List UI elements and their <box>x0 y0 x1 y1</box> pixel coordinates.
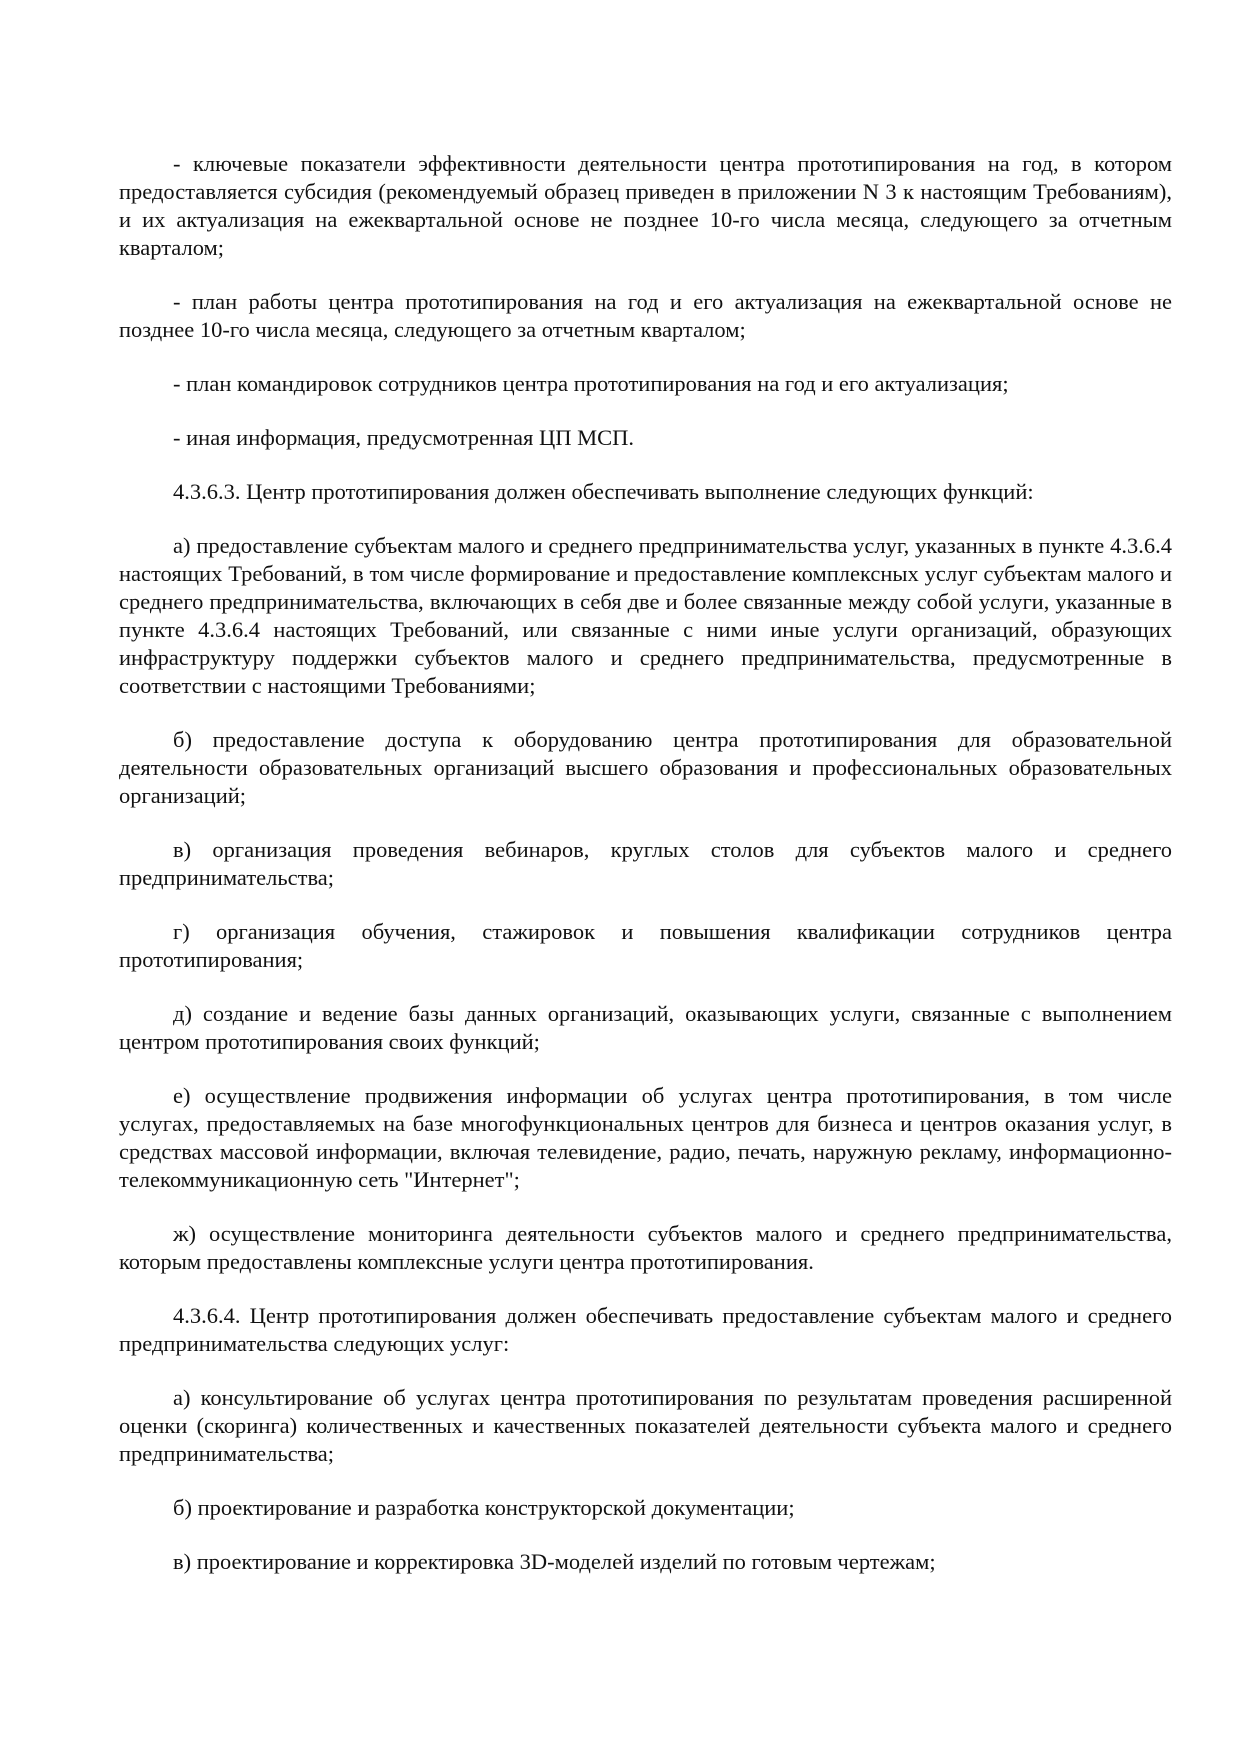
list-item-b: б) предоставление доступа к оборудованию центра прототипирования для образовательной деятельности образовательных организаций высшего образования и профессиональных образовательных организаций; <box>119 727 1172 808</box>
list-item-d: д) создание и ведение базы данных организаций, оказывающих услуги, связанные с выполнением центром прототипирования своих функций; <box>119 1001 1172 1054</box>
list-item-a: а) предоставление субъектам малого и среднего предпринимательства услуг, указанных в пункте 4.3.6.4 настоящих Требований, в том числе формирование и предоставление комплексных услуг субъектам малого и среднего предпринимательства, включающих в себя две и более связанные между собой услуги, указанные в пункте 4.3.6.4 настоящих Требований, или связанные с ними иные услуги организаций, образующих инфраструктуру поддержки субъектов малого и среднего предпринимательства, предусмотренные в соответствии с настоящими Требованиями; <box>119 533 1172 698</box>
services-item-a: а) консультирование об услугах центра прототипирования по результатам проведения расширенной оценки (скоринга) количественных и качественных показателей деятельности субъекта малого и среднего предпринимательства; <box>119 1385 1172 1466</box>
list-item-e: е) осуществление продвижения информации об услугах центра прототипирования, в том числе услугах, предоставляемых на базе многофункциональных центров для бизнеса и центров оказания услуг, в средствах массовой информации, включая телевидение, радио, печать, наружную рекламу, информационно-телекоммуникационную сеть "Интернет"; <box>119 1083 1172 1192</box>
paragraph-other-info: - иная информация, предусмотренная ЦП МСП. <box>173 425 634 450</box>
document-body <box>119 150 1172 1602</box>
clause-4-3-6-3: 4.3.6.3. Центр прототипирования должен обеспечивать выполнение следующих функций: <box>173 479 1034 504</box>
services-item-b: б) проектирование и разработка конструкторской документации; <box>173 1495 795 1520</box>
services-item-v: в) проектирование и корректировка 3D-моделей изделий по готовым чертежам; <box>173 1549 936 1574</box>
paragraph-work-plan: - план работы центра прототипирования на год и его актуализация на ежеквартальной основе не позднее 10-го числа месяца, следующего за отчетным кварталом; <box>119 289 1172 342</box>
list-item-v: в) организация проведения вебинаров, круглых столов для субъектов малого и среднего предпринимательства; <box>119 837 1172 890</box>
clause-4-3-6-4: 4.3.6.4. Центр прототипирования должен обеспечивать предоставление субъектам малого и среднего предпринимательства следующих услуг: <box>119 1303 1172 1356</box>
paragraph-kpi: - ключевые показатели эффективности деятельности центра прототипирования на год, в котором предоставляется субсидия (рекомендуемый образец приведен в приложении N 3 к настоящим Требованиям), и их актуализация на ежеквартальной основе не позднее 10-го числа месяца, следующего за отчетным кварталом; <box>119 151 1172 260</box>
paragraph-business-trips: - план командировок сотрудников центра прототипирования на год и его актуализация; <box>173 371 1009 396</box>
list-item-g: г) организация обучения, стажировок и повышения квалификации сотрудников центра прототипирования; <box>119 919 1172 972</box>
list-item-zh: ж) осуществление мониторинга деятельности субъектов малого и среднего предпринимательства, которым предоставлены комплексные услуги центра прототипирования. <box>119 1221 1172 1274</box>
